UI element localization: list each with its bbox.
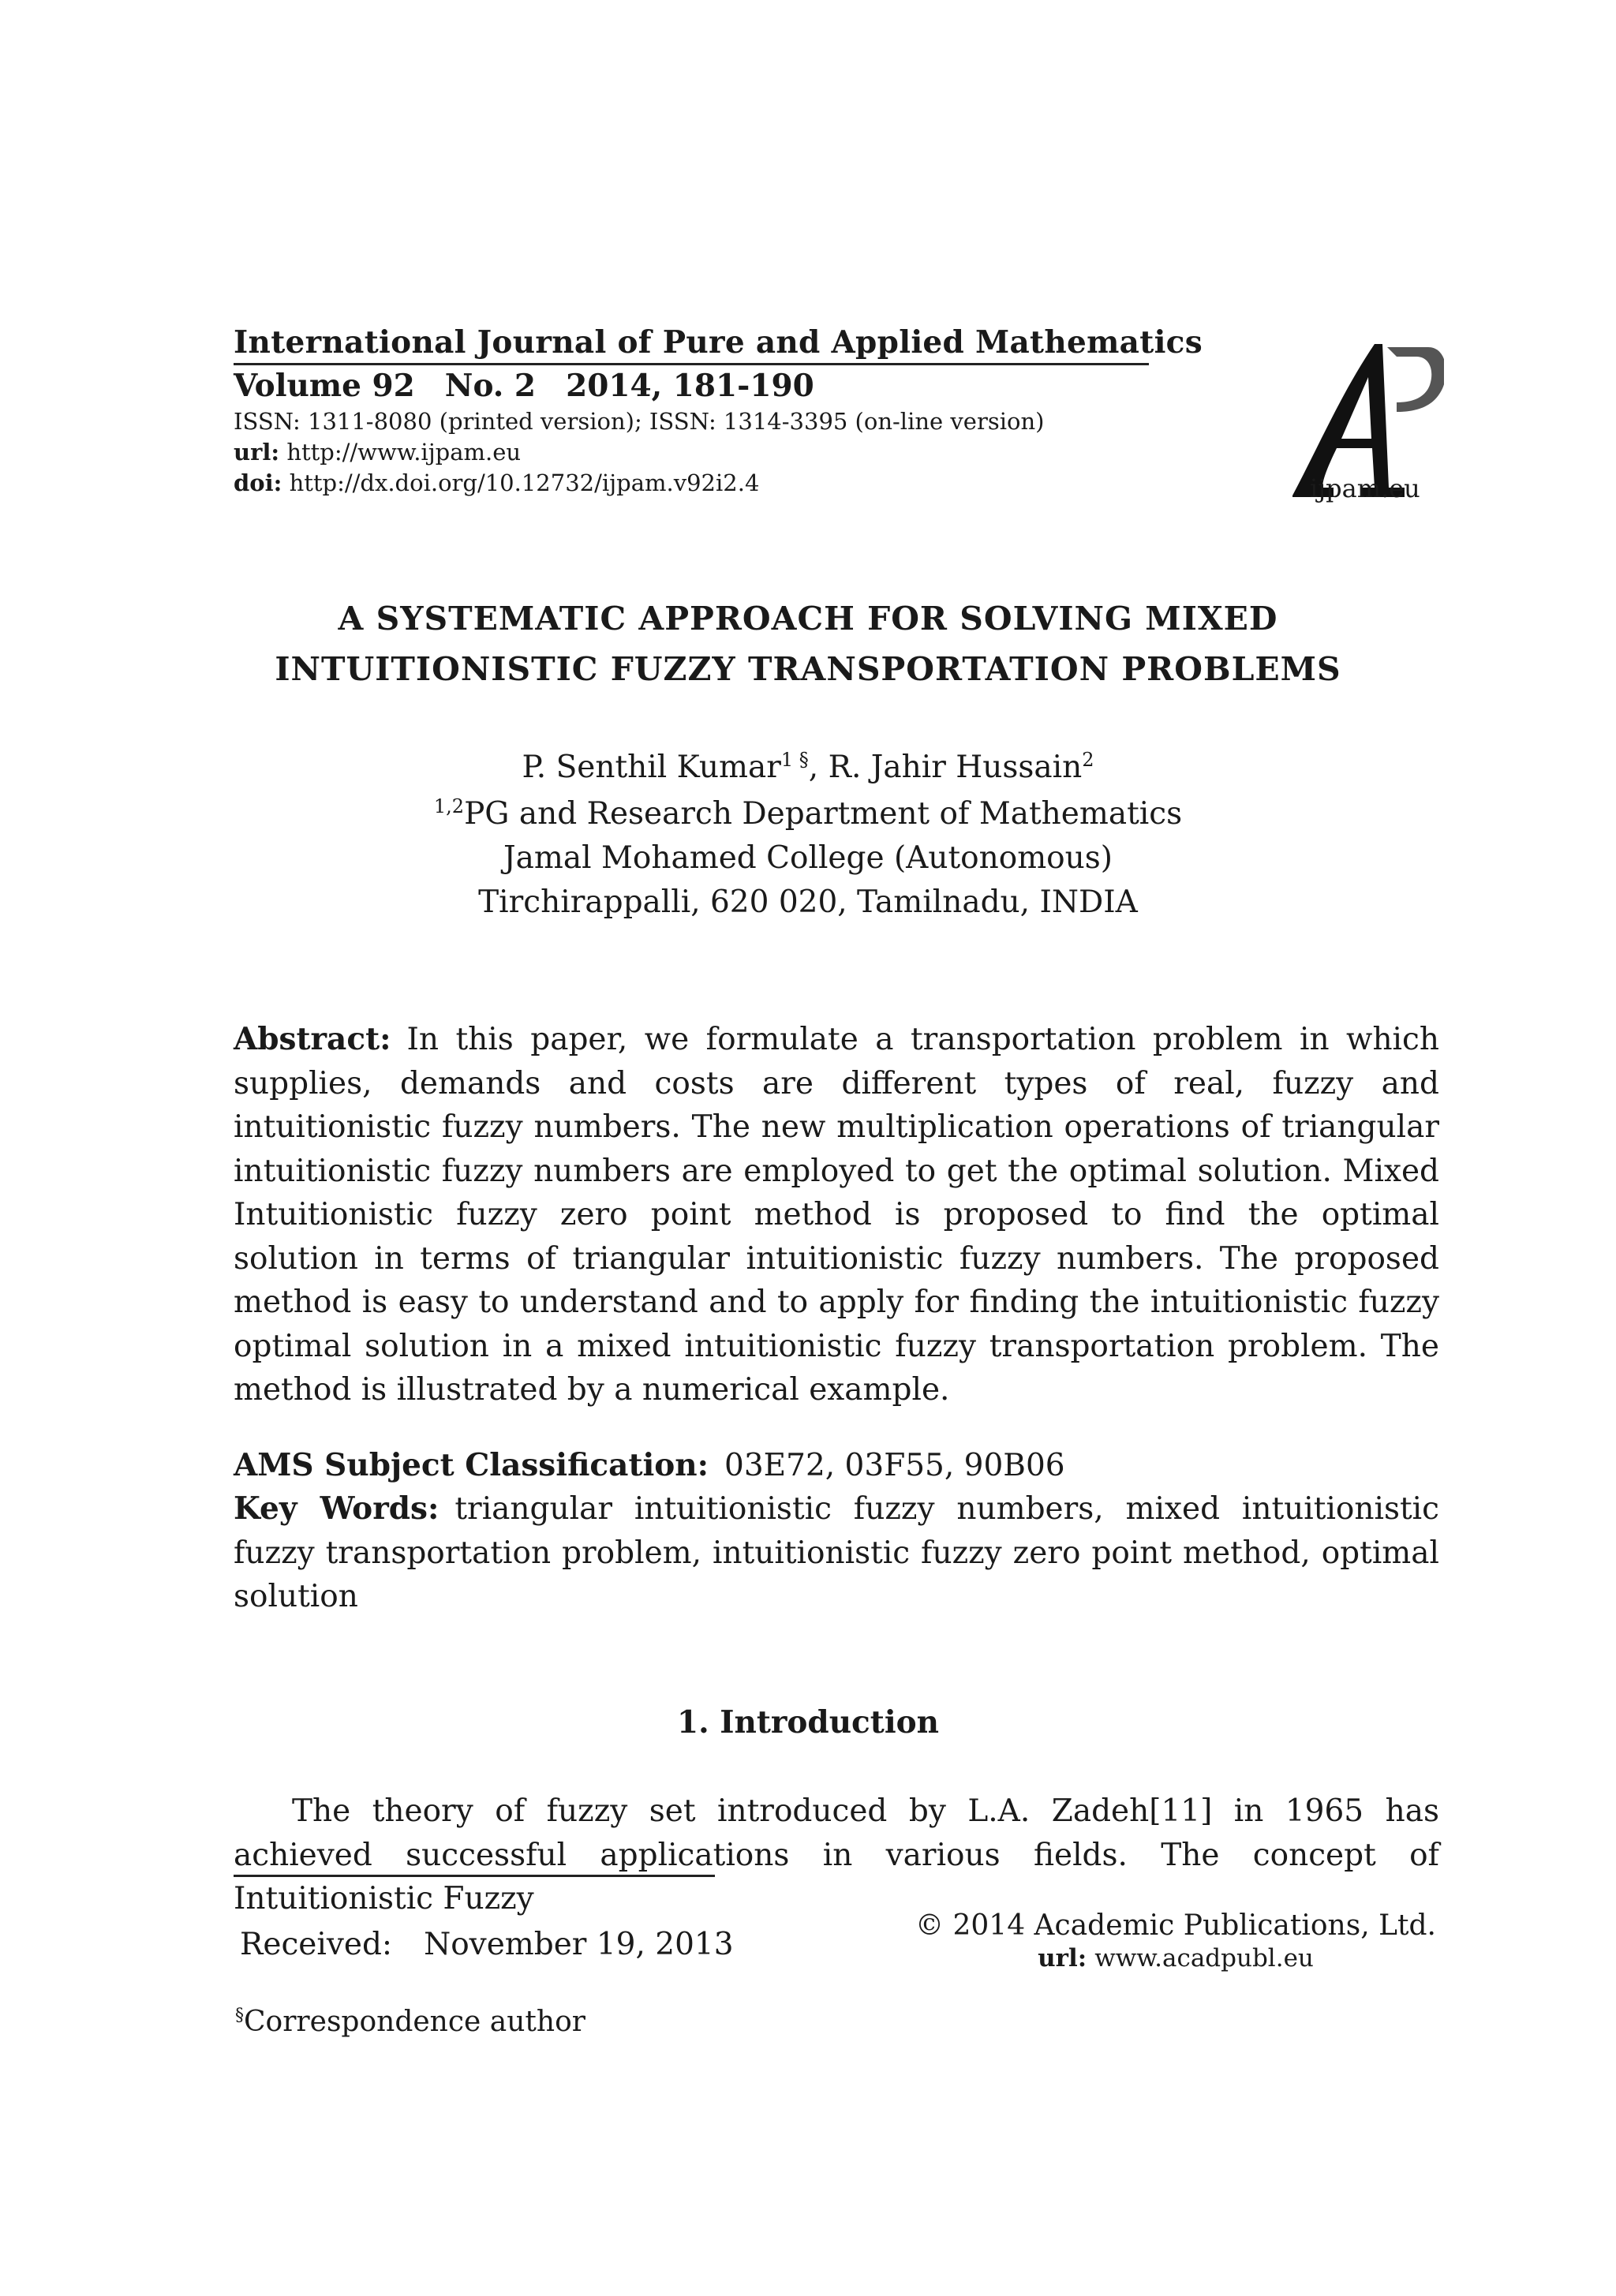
received-date: November 19, 2013 [424,1927,734,1962]
url-label: url: [234,439,280,466]
volume: Volume 92 [234,368,415,404]
journal-title: International Journal of Pure and Applied Mathematics [234,323,1149,365]
keywords-label: Key Words: [234,1490,440,1527]
year-pages: 2014, 181-190 [566,368,814,404]
received-line [240,1925,734,1965]
publisher-url-line [907,1943,1444,1974]
doi-label: doi: [234,469,282,496]
logo-label: ijpam.eu [1310,473,1420,503]
author-2: R. Jahir Hussain [828,750,1083,785]
title-line-1: A SYSTEMATIC APPROACH FOR SOLVING MIXED [338,600,1278,638]
issn-line: ISSN: 1311-8080 (printed version); ISSN: 1314-3395 (on-line version) [234,408,1045,435]
affiliation-line-2: Jamal Mohamed College (Autonomous) [503,840,1113,876]
copyright: © 2014 Academic Publications, Ltd. [915,1909,1436,1942]
footnote-text: Correspondence author [244,2006,585,2038]
keywords-text: triangular intuitionistic fuzzy numbers, mixed intuitionistic fuzzy transportation problem, intuitionistic fuzzy zero point method, optimal solution [234,1491,1439,1614]
journal-url[interactable]: http://www.ijpam.eu [286,439,522,466]
doi-line [234,468,1149,499]
ams-label: AMS Subject Classification: [234,1447,709,1483]
footnote-mark: § [235,2006,244,2025]
doi-link[interactable]: http://dx.doi.org/10.12732/ijpam.v92i2.4 [289,469,760,496]
volume-line [234,365,1149,406]
affiliation-line-1 [0,784,1616,836]
keywords [234,1487,1439,1619]
author-1-mark: 1 § [780,749,809,771]
author-separator: , [808,750,829,785]
footnote-rule [234,1875,715,1877]
affiliation-mark: 1,2 [433,795,465,817]
authors [0,738,1616,790]
affiliation-line-3: Tirchirappalli, 620 020, Tamilnadu, INDIA [478,884,1138,920]
abstract-text: In this paper, we formulate a transportation problem in which supplies, demands and costs are different types of real, fuzzy and intuitionistic fuzzy numbers. The new multiplication operations of triangular intuitionistic fuzzy numbers are employed to get the optimal solution. Mixed Intuitionistic fuzzy zero point method is proposed to find the optimal solution in terms of triangular intuitionistic fuzzy numbers. The proposed method is easy to understand and to apply for finding the intuitionistic fuzzy optimal solution in a mixed intuitionistic fuzzy transportation problem. The method is illustrated by a numerical example. [234,1022,1439,1408]
section-heading: 1. Introduction [676,1704,940,1741]
affiliation [0,784,1616,925]
received-label: Received: [240,1927,393,1962]
abstract-label: Abstract: [234,1021,391,1057]
publisher-url-label: url: [1038,1944,1087,1973]
url-line [234,437,1149,468]
correspondence-footnote [235,1996,585,2042]
author-1: P. Senthil Kumar [522,750,781,785]
paper-title [0,593,1616,694]
issue-number: No. 2 [444,368,537,404]
ams-codes: 03E72, 03F55, 90B06 [724,1448,1065,1483]
publisher-url[interactable]: www.acadpubl.eu [1094,1944,1314,1973]
ams-classification [234,1444,1439,1488]
introduction-paragraph: The theory of fuzzy set introduced by L.A. Zadeh[11] in 1965 has achieved successful applications in various fields. The concept of Intuitionistic Fuzzy [234,1793,1439,1916]
affiliation-department: PG and Research Department of Mathematics [464,796,1183,832]
journal-header [234,323,1203,499]
author-2-mark: 2 [1082,749,1094,771]
title-line-2: INTUITIONISTIC FUZZY TRANSPORTATION PROBLEMS [275,650,1341,688]
abstract [234,1018,1439,1412]
